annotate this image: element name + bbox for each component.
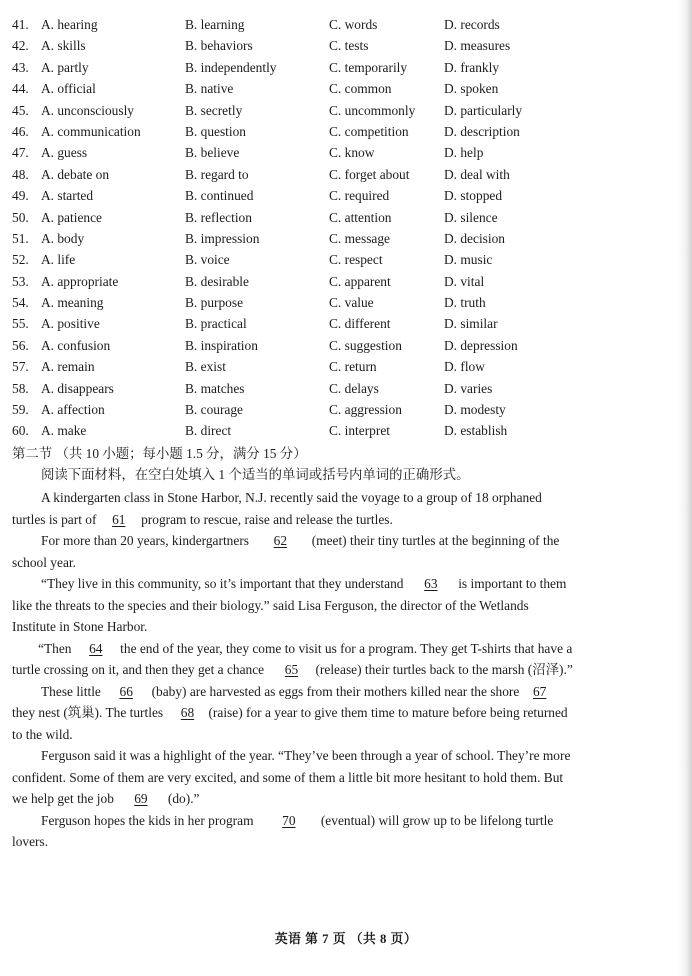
option-row — [12, 356, 672, 377]
question-number: 48. — [12, 166, 29, 182]
option-d[interactable]: D. silence — [444, 209, 498, 225]
option-c[interactable]: C. delays — [329, 380, 379, 396]
option-a[interactable]: A. affection — [41, 402, 105, 418]
passage-line: For more than 20 years, kindergartners 62 (meet) their tiny turtles at the beginning of the — [12, 530, 616, 552]
option-row — [12, 78, 672, 99]
option-a[interactable]: A. communication — [41, 123, 141, 139]
option-a[interactable]: A. hearing — [41, 17, 98, 32]
option-b[interactable]: B. voice — [185, 252, 230, 268]
passage-line: turtle crossing on it, and then they get a chance 65 (release) their turtles back to the marsh (沼泽).” — [12, 659, 616, 681]
passage-line: lovers. — [12, 834, 49, 849]
option-b[interactable]: B. reflection — [185, 209, 252, 225]
option-row — [12, 313, 672, 334]
option-b[interactable]: B. exist — [185, 359, 226, 375]
option-row — [12, 378, 672, 399]
passage-line: to the wild. — [12, 726, 73, 742]
passage-line: school year. — [12, 554, 76, 570]
option-c[interactable]: C. aggression — [329, 402, 402, 418]
blank-68[interactable]: 68 — [180, 705, 195, 720]
option-a[interactable]: A. official — [41, 81, 96, 97]
option-b[interactable]: B. learning — [185, 17, 245, 32]
page-edge-shadow — [678, 0, 692, 976]
question-number: 52. — [12, 252, 29, 268]
option-c[interactable]: C. return — [329, 359, 377, 375]
option-a[interactable]: A. skills — [41, 38, 86, 54]
option-c[interactable]: C. common — [329, 81, 392, 97]
option-row — [12, 100, 672, 121]
option-row — [12, 142, 672, 163]
option-c[interactable]: C. different — [329, 316, 391, 332]
question-number: 60. — [12, 423, 29, 439]
option-c[interactable]: C. apparent — [329, 273, 391, 289]
option-row — [12, 164, 672, 185]
option-row — [12, 420, 672, 441]
option-b[interactable]: B. matches — [185, 380, 245, 396]
option-c[interactable]: C. uncommonly — [329, 102, 416, 118]
option-c[interactable]: C. know — [329, 145, 375, 161]
option-a[interactable]: A. guess — [41, 145, 88, 161]
section-instruction: 阅读下面材料，在空白处填入 1 个适当的单词或括号内单词的正确形式。 — [41, 467, 470, 482]
option-row — [12, 249, 672, 270]
option-a[interactable]: A. confusion — [41, 337, 111, 353]
passage-line: A kindergarten class in Stone Harbor, N.J. recently said the voyage to a group of 18 orphaned — [41, 490, 542, 505]
option-row — [12, 399, 672, 420]
option-row — [12, 35, 672, 56]
question-number: 43. — [12, 59, 29, 75]
option-b[interactable]: B. continued — [185, 188, 254, 204]
option-a[interactable]: A. remain — [41, 359, 95, 375]
blank-62[interactable]: 62 — [273, 533, 288, 548]
passage-line: we help get the job 69 (do).” — [12, 788, 616, 810]
blank-65[interactable]: 65 — [284, 662, 299, 677]
option-c[interactable]: C. required — [329, 188, 390, 204]
option-a[interactable]: A. started — [41, 188, 94, 204]
option-c[interactable]: C. value — [329, 295, 374, 311]
question-number: 45. — [12, 102, 29, 118]
option-b[interactable]: B. believe — [185, 145, 240, 161]
option-c[interactable]: C. tests — [329, 38, 369, 54]
option-b[interactable]: B. desirable — [185, 273, 249, 289]
option-d[interactable]: D. truth — [444, 295, 486, 311]
option-c[interactable]: C. suggestion — [329, 337, 402, 353]
option-a[interactable]: A. body — [41, 230, 85, 246]
option-a[interactable]: A. positive — [41, 316, 100, 332]
option-a[interactable]: A. partly — [41, 59, 89, 75]
option-row — [12, 207, 672, 228]
option-a[interactable]: A. debate on — [41, 166, 110, 182]
option-d[interactable]: D. stopped — [444, 188, 503, 204]
option-c[interactable]: C. competition — [329, 123, 409, 139]
option-a[interactable]: A. unconsciously — [41, 102, 134, 118]
reading-passage — [12, 487, 616, 853]
passage-line: they nest (筑巢). The turtles 68 (raise) for a year to give them time to mature before being returned — [12, 702, 616, 724]
option-d[interactable]: D. depression — [444, 337, 518, 353]
question-number: 54. — [12, 295, 29, 311]
option-row — [12, 292, 672, 313]
passage-line: “Then 64 the end of the year, they come to visit us for a program. They get T-shirts that have a — [12, 638, 616, 660]
option-b[interactable]: B. practical — [185, 316, 247, 332]
option-c[interactable]: C. forget about — [329, 166, 410, 182]
question-number: 44. — [12, 81, 29, 97]
option-row — [12, 228, 672, 249]
option-b[interactable]: B. secretly — [185, 102, 243, 118]
blank-61[interactable]: 61 — [112, 511, 126, 527]
option-b[interactable]: B. purpose — [185, 295, 244, 311]
option-b[interactable]: B. direct — [185, 423, 232, 439]
option-d[interactable]: D. records — [444, 17, 500, 32]
option-b[interactable]: B. regard to — [185, 166, 249, 182]
question-number: 51. — [12, 230, 29, 246]
option-d[interactable]: D. music — [444, 252, 493, 268]
option-c[interactable]: C. interpret — [329, 423, 390, 439]
passage-line: Ferguson hopes the kids in her program 70 (eventual) will grow up to be lifelong turtle — [12, 810, 616, 832]
question-number: 46. — [12, 123, 29, 139]
option-a[interactable]: A. make — [41, 423, 87, 439]
option-d[interactable]: D. modesty — [444, 402, 506, 418]
option-b[interactable]: B. inspiration — [185, 337, 258, 353]
option-d[interactable]: D. flow — [444, 359, 485, 375]
option-d[interactable]: D. establish — [444, 423, 508, 439]
option-c[interactable]: C. attention — [329, 209, 392, 225]
option-b[interactable]: B. independently — [185, 59, 277, 75]
option-d[interactable]: D. vital — [444, 273, 485, 289]
passage-line: like the threats to the species and their biology.” said Lisa Ferguson, the director of the Wetlands — [12, 597, 529, 613]
option-d[interactable]: D. frankly — [444, 59, 500, 75]
blank-63[interactable]: 63 — [424, 576, 438, 591]
blank-69[interactable]: 69 — [134, 791, 148, 806]
passage-line: Institute in Stone Harbor. — [12, 619, 148, 634]
option-d[interactable]: D. particularly — [444, 102, 523, 118]
option-row — [12, 271, 672, 292]
passage-line: turtles is part of 61 program to rescue, raise and release the turtles. — [12, 509, 616, 531]
passage-line: “They live in this community, so it’s important that they understand 63 is important to them — [12, 573, 616, 595]
option-a[interactable]: A. disappears — [41, 380, 114, 396]
option-c[interactable]: C. respect — [329, 252, 383, 268]
question-number: 49. — [12, 188, 29, 204]
option-row — [12, 14, 672, 35]
option-d[interactable]: D. deal with — [444, 166, 510, 182]
option-a[interactable]: A. appropriate — [41, 273, 119, 289]
option-row — [12, 57, 672, 78]
option-b[interactable]: B. native — [185, 81, 234, 97]
option-d[interactable]: D. help — [444, 145, 484, 161]
option-d[interactable]: D. measures — [444, 38, 511, 54]
option-b[interactable]: B. question — [185, 123, 247, 139]
question-number: 56. — [12, 337, 29, 353]
passage-line: These little 66 (baby) are harvested as eggs from their mothers killed near the shore 67 — [12, 681, 616, 703]
question-number: 42. — [12, 38, 29, 54]
option-d[interactable]: D. varies — [444, 380, 493, 396]
option-row — [12, 121, 672, 142]
blank-66[interactable]: 66 — [119, 683, 133, 699]
question-number: 59. — [12, 402, 29, 418]
passage-line: Ferguson said it was a highlight of the year. “They’ve been through a year of school. They’re more — [41, 748, 571, 763]
section-heading: 第二节 （共 10 小题；每小题 1.5 分，满分 15 分） — [12, 446, 307, 461]
option-b[interactable]: B. behaviors — [185, 38, 253, 54]
option-c[interactable]: C. temporarily — [329, 59, 408, 75]
option-row — [12, 335, 672, 356]
option-b[interactable]: B. impression — [185, 230, 260, 246]
option-row — [12, 185, 672, 206]
option-d[interactable]: D. decision — [444, 230, 505, 246]
blank-67[interactable]: 67 — [532, 683, 547, 699]
question-number: 55. — [12, 316, 29, 332]
option-d[interactable]: D. similar — [444, 316, 498, 332]
question-number: 53. — [12, 273, 29, 289]
passage-line: confident. Some of them are very excited, and some of them a little bit more hesitant to hold them. But — [12, 769, 564, 785]
option-c[interactable]: C. message — [329, 230, 390, 246]
option-d[interactable]: D. spoken — [444, 81, 499, 97]
question-number: 57. — [12, 359, 29, 375]
option-b[interactable]: B. courage — [185, 402, 244, 418]
options-list — [12, 14, 672, 442]
question-number: 47. — [12, 145, 29, 161]
page-footer: 英语 第 7 页 （共 8 页） — [274, 932, 418, 946]
blank-64[interactable]: 64 — [89, 640, 103, 656]
blank-70[interactable]: 70 — [282, 812, 296, 828]
question-number: 50. — [12, 209, 29, 225]
option-a[interactable]: A. meaning — [41, 295, 104, 311]
option-d[interactable]: D. description — [444, 123, 520, 139]
option-a[interactable]: A. life — [41, 252, 76, 268]
question-number: 58. — [12, 380, 29, 396]
question-number: 41. — [12, 17, 29, 32]
option-c[interactable]: C. words — [329, 17, 378, 32]
option-a[interactable]: A. patience — [41, 209, 102, 225]
